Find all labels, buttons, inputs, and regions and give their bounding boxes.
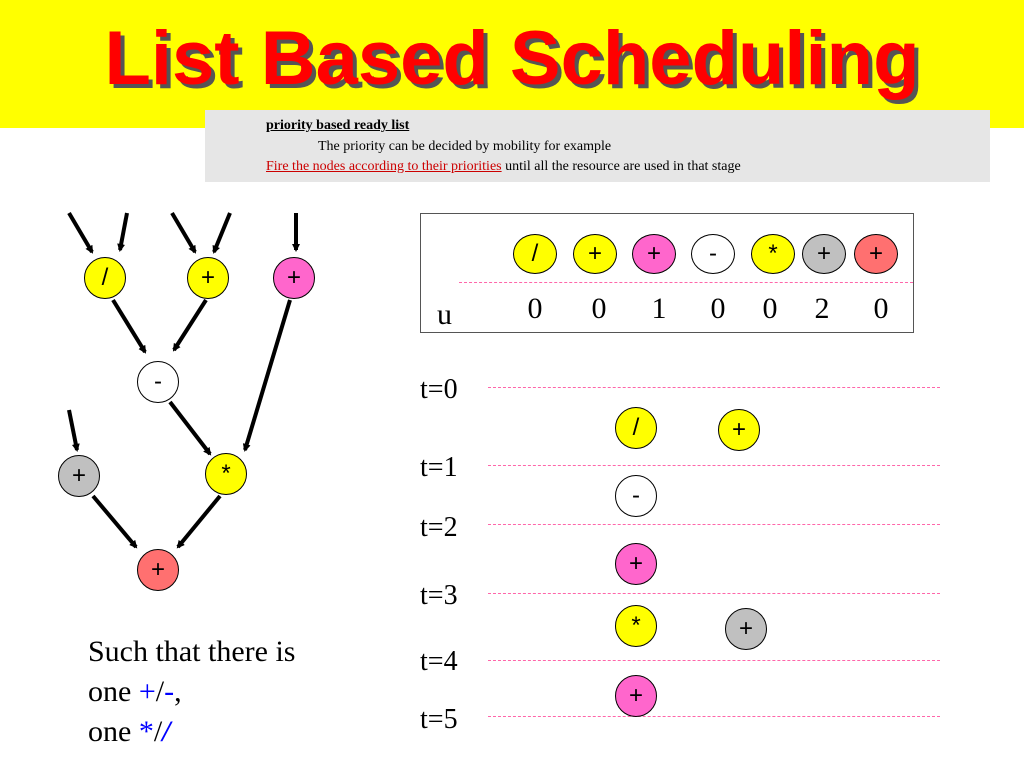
timestep-label-2: t=2 xyxy=(420,512,458,543)
note-fire-rest: until all the resource are used in that stage xyxy=(501,159,741,174)
u-label: u xyxy=(437,298,452,331)
timestep-label-4: t=4 xyxy=(420,646,458,677)
note-priority: The priority can be decided by mobility for example xyxy=(318,139,612,154)
timestep-line-3 xyxy=(488,593,940,594)
dfg-node-sub-label: - xyxy=(154,368,162,395)
caption-line-3-prefix: one xyxy=(88,715,139,748)
edge-in-add3 xyxy=(69,410,77,450)
dfg-node-add-4 xyxy=(137,549,179,591)
u-value-4: 0 xyxy=(710,292,726,325)
schedule-node-add-4-label: + xyxy=(628,682,643,709)
caption-line-2 xyxy=(88,672,295,712)
dfg-node-div xyxy=(84,257,126,299)
u-value-7: 0 xyxy=(873,292,889,325)
caption-star: * xyxy=(138,715,154,748)
ready-list-separator xyxy=(459,282,913,283)
note-fire-highlight: Fire the nodes according to their priorities xyxy=(266,159,502,174)
dfg-node-add-3 xyxy=(58,455,100,497)
resource-caption xyxy=(88,632,295,752)
ready-node-5-label: * xyxy=(768,240,778,267)
caption-divide: / xyxy=(162,715,171,748)
dfg-node-add-4-label: + xyxy=(150,556,165,583)
schedule-node-add-3 xyxy=(725,608,767,650)
u-value-1: 0 xyxy=(527,292,543,325)
caption-comma: , xyxy=(174,675,182,708)
dfg-node-add-1 xyxy=(187,257,229,299)
schedule-node-mul-label: * xyxy=(631,612,641,639)
ready-node-7-label: + xyxy=(868,240,883,267)
note-ready-list: priority based ready list xyxy=(266,118,410,133)
dfg-node-mul xyxy=(205,453,247,495)
edge-sub-mul xyxy=(170,402,210,454)
caption-line-3 xyxy=(88,712,295,752)
ready-node-2-label: + xyxy=(587,240,602,267)
dfg-node-add-2 xyxy=(273,257,315,299)
dfg-node-mul-label: * xyxy=(221,460,231,487)
timestep-line-0 xyxy=(488,387,940,388)
caption-minus: - xyxy=(164,675,175,708)
slide-title: List Based Scheduling xyxy=(104,16,920,101)
ready-node-4 xyxy=(691,234,735,274)
edge-mul-add4 xyxy=(178,496,220,547)
schedule-node-add-2 xyxy=(615,543,657,585)
edge-in-add1-a xyxy=(172,213,195,252)
dfg-node-add-3-label: + xyxy=(71,462,86,489)
timestep-label-5: t=5 xyxy=(420,704,458,735)
timestep-line-4 xyxy=(488,660,940,661)
schedule-node-sub-label: - xyxy=(632,482,640,509)
ready-node-1-label: / xyxy=(531,240,539,267)
dfg-node-sub xyxy=(137,361,179,403)
u-value-2: 0 xyxy=(591,292,607,325)
timestep-line-2 xyxy=(488,524,940,525)
u-value-3: 1 xyxy=(651,292,667,325)
ready-node-1 xyxy=(513,234,557,274)
ready-node-3 xyxy=(632,234,676,274)
schedule-node-add-1-label: + xyxy=(731,416,746,443)
dfg-node-add-1-label: + xyxy=(200,264,215,291)
schedule-node-add-3-label: + xyxy=(738,615,753,642)
schedule-node-add-2-label: + xyxy=(628,550,643,577)
schedule-node-div-label: / xyxy=(632,414,640,441)
dfg-node-add-2-label: + xyxy=(286,264,301,291)
timestep-label-1: t=1 xyxy=(420,452,458,483)
edge-in-div-b xyxy=(120,213,127,250)
ready-node-6 xyxy=(802,234,846,274)
ready-node-6-label: + xyxy=(816,240,831,267)
timestep-line-1 xyxy=(488,465,940,466)
u-value-5: 0 xyxy=(762,292,778,325)
caption-slash-2: / xyxy=(153,715,163,748)
edge-add3-add4 xyxy=(93,496,136,547)
schedule-node-add-4 xyxy=(615,675,657,717)
ready-node-4-label: - xyxy=(709,240,717,267)
schedule-node-sub xyxy=(615,475,657,517)
edge-add2-mul xyxy=(245,300,290,450)
caption-line-2-prefix: one xyxy=(88,675,139,708)
caption-slash: / xyxy=(155,675,165,708)
ready-node-5 xyxy=(751,234,795,274)
edge-in-div-a xyxy=(69,213,92,252)
schedule-node-div xyxy=(615,407,657,449)
dfg-node-div-label: / xyxy=(101,264,109,291)
timestep-label-3: t=3 xyxy=(420,580,458,611)
schedule-node-mul xyxy=(615,605,657,647)
ready-node-2 xyxy=(573,234,617,274)
ready-list-box xyxy=(420,213,914,333)
edge-div-sub xyxy=(113,300,145,352)
ready-node-7 xyxy=(854,234,898,274)
u-value-6: 2 xyxy=(814,292,830,325)
timestep-label-0: t=0 xyxy=(420,374,458,405)
edge-in-add1-b xyxy=(214,213,230,252)
timestep-line-5 xyxy=(488,716,940,717)
edge-add1-sub xyxy=(174,300,206,350)
schedule-node-add-1 xyxy=(718,409,760,451)
caption-plus: + xyxy=(138,675,156,708)
ready-node-3-label: + xyxy=(646,240,661,267)
caption-line-1: Such that there is xyxy=(88,635,296,668)
